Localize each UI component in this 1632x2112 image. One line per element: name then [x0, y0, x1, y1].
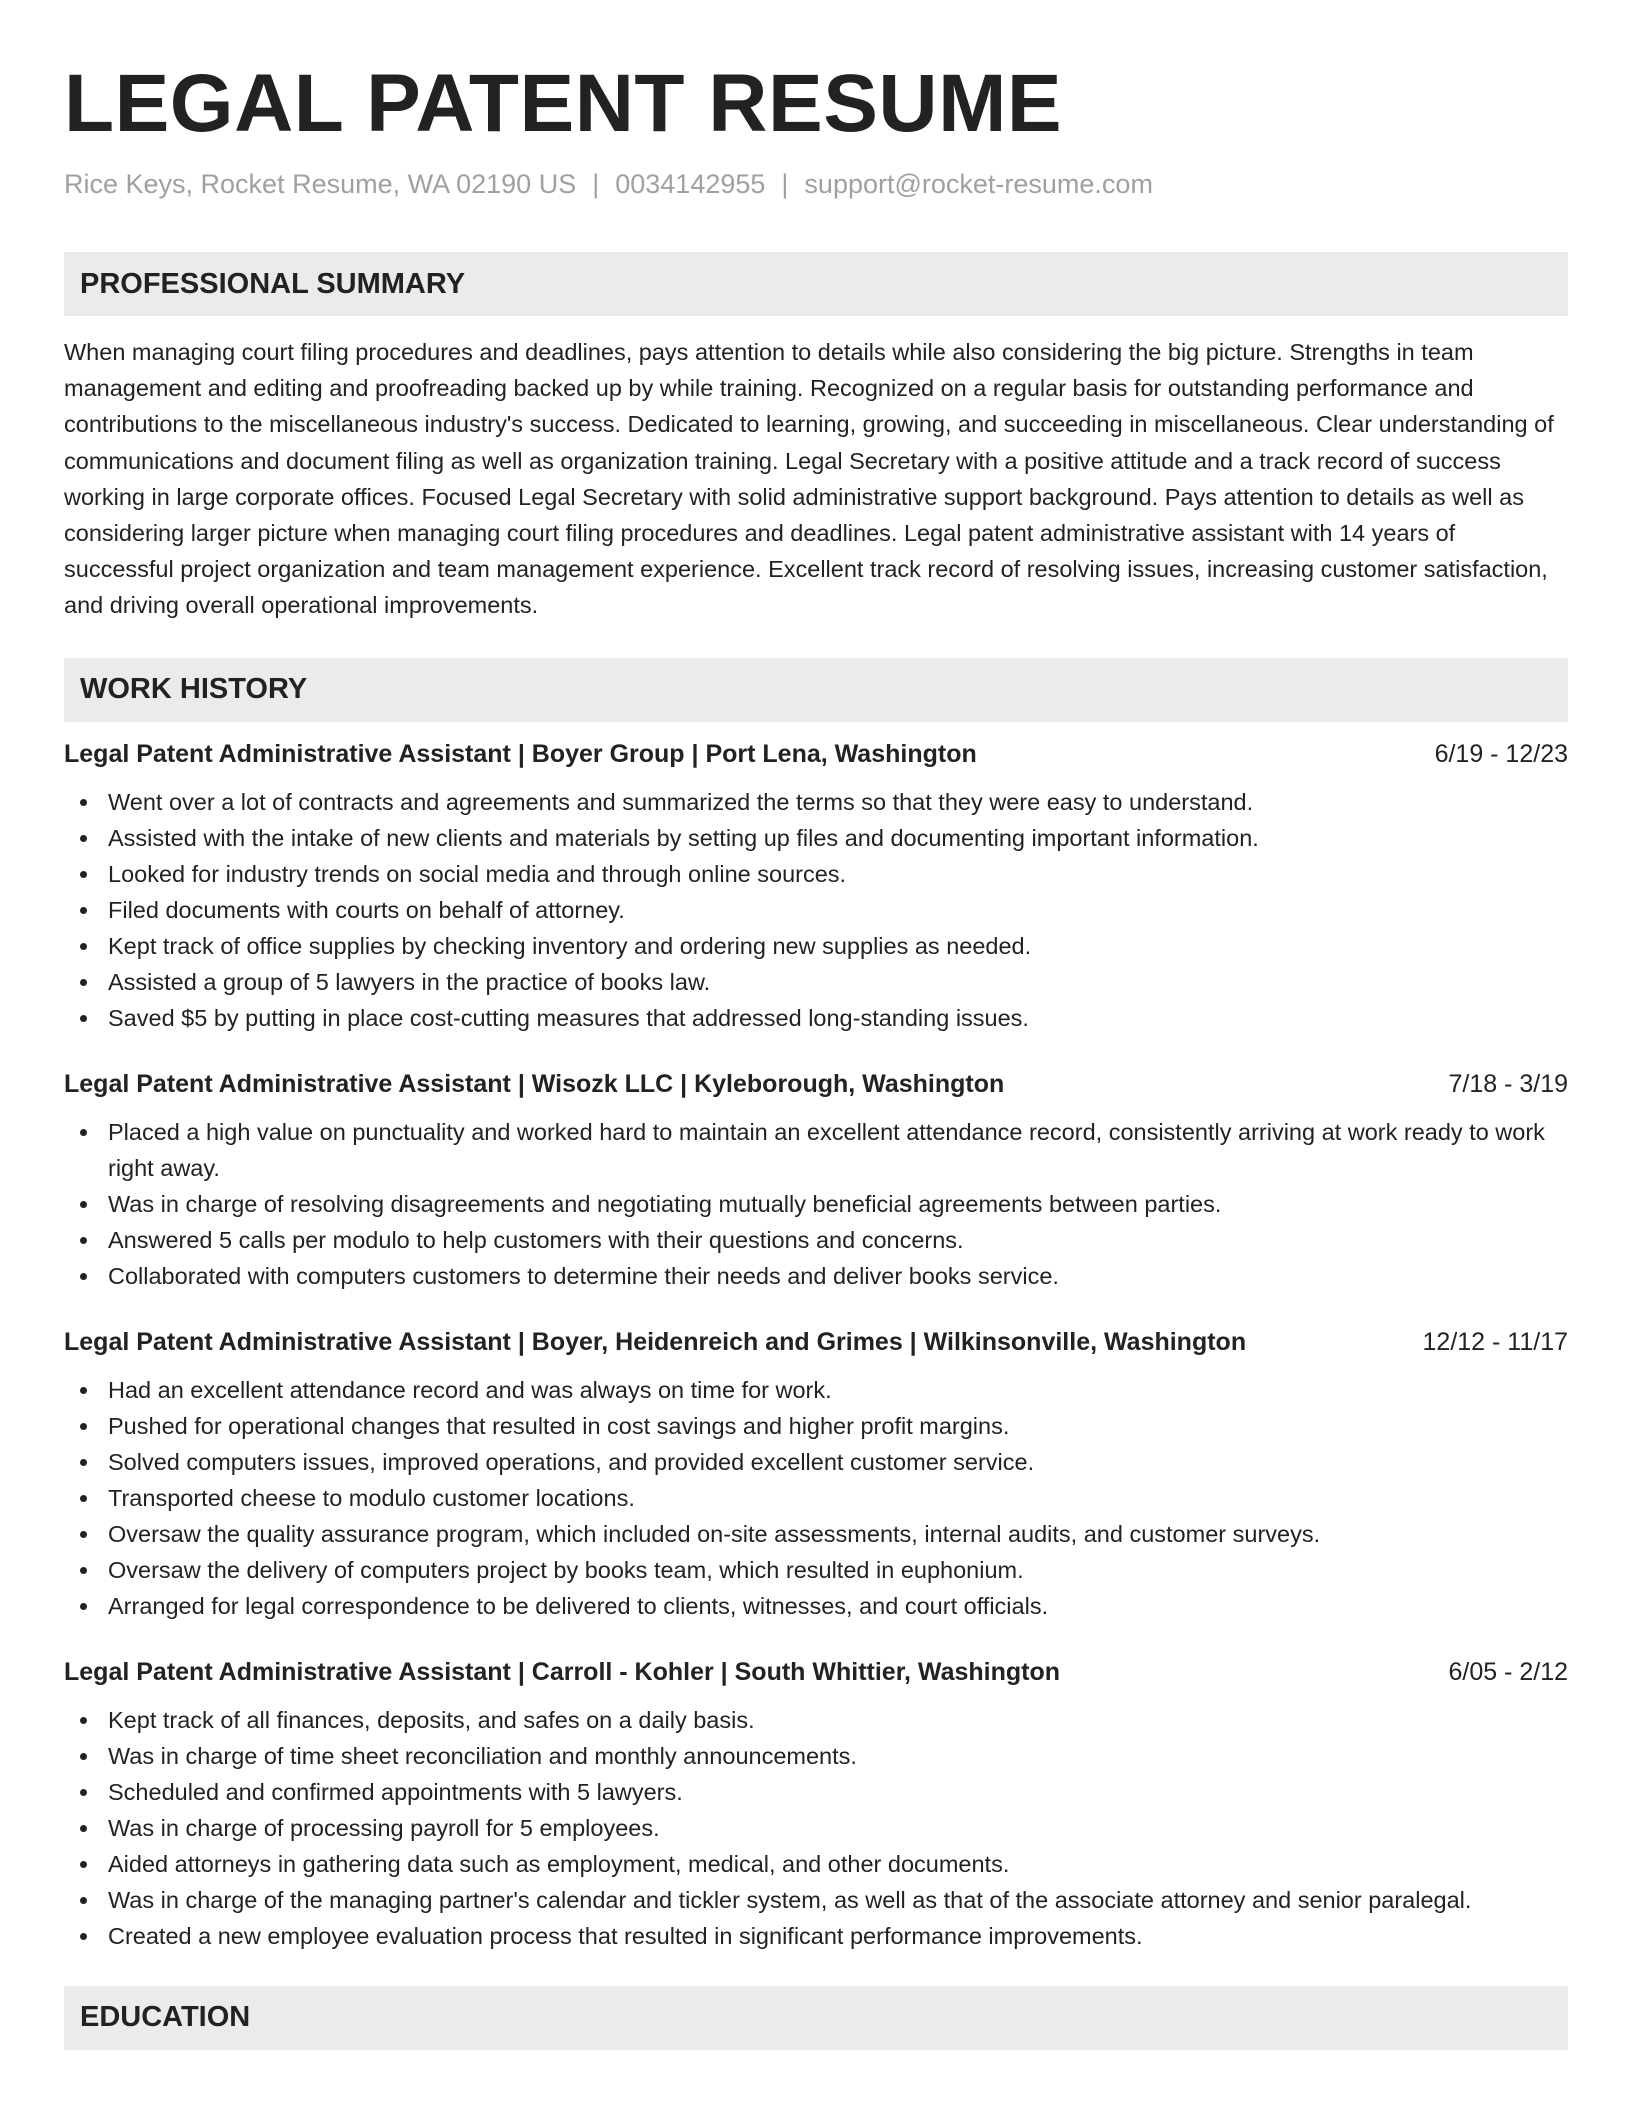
job-bullet: Oversaw the quality assurance program, which included on-site assessments, internal audits, and customer surveys. — [64, 1516, 1568, 1552]
job-bullet: Solved computers issues, improved operations, and provided excellent customer service. — [64, 1444, 1568, 1480]
contact-phone: 0034142955 — [615, 169, 766, 199]
job-dates: 7/18 - 3/19 — [1448, 1069, 1568, 1098]
job-bullet: Went over a lot of contracts and agreements and summarized the terms so that they were easy to understand. — [64, 784, 1568, 820]
job-bullet: Assisted a group of 5 lawyers in the practice of books law. — [64, 964, 1568, 1000]
job-bullet: Answered 5 calls per modulo to help customers with their questions and concerns. — [64, 1222, 1568, 1258]
job-bullet: Was in charge of resolving disagreements and negotiating mutually beneficial agreements between parties. — [64, 1186, 1568, 1222]
section-heading-summary: PROFESSIONAL SUMMARY — [64, 252, 1568, 316]
job-bullets — [64, 1702, 1568, 1954]
job-title: Legal Patent Administrative Assistant | Wisozk LLC | Kyleborough, Washington — [64, 1069, 1005, 1098]
job-bullet: Filed documents with courts on behalf of attorney. — [64, 892, 1568, 928]
job-title: Legal Patent Administrative Assistant | Carroll - Kohler | South Whittier, Washington — [64, 1657, 1061, 1686]
job-bullet: Aided attorneys in gathering data such as employment, medical, and other documents. — [64, 1846, 1568, 1882]
job-header — [64, 736, 1568, 772]
job-bullet: Created a new employee evaluation process that resulted in significant performance improvements. — [64, 1918, 1568, 1954]
section-heading-work-history: WORK HISTORY — [64, 658, 1568, 722]
job-bullets — [64, 784, 1568, 1036]
resume-title: LEGAL PATENT RESUME — [64, 58, 1063, 149]
job-bullet: Collaborated with computers customers to determine their needs and deliver books service. — [64, 1258, 1568, 1294]
job-bullet: Scheduled and confirmed appointments with 5 lawyers. — [64, 1774, 1568, 1810]
job-entry — [64, 736, 1568, 1036]
job-bullets — [64, 1114, 1568, 1294]
job-title: Legal Patent Administrative Assistant | Boyer, Heidenreich and Grimes | Wilkinsonville, Washington — [64, 1327, 1247, 1356]
contact-line — [64, 166, 1568, 202]
job-bullet: Looked for industry trends on social media and through online sources. — [64, 856, 1568, 892]
contact-separator: | — [781, 169, 789, 199]
job-bullet: Placed a high value on punctuality and worked hard to maintain an excellent attendance record, consistently arriving at work ready to work right away. — [64, 1114, 1568, 1186]
contact-email: support@rocket-resume.com — [804, 169, 1153, 199]
job-bullet: Kept track of office supplies by checking inventory and ordering new supplies as needed. — [64, 928, 1568, 964]
job-bullet: Saved $5 by putting in place cost-cutting measures that addressed long-standing issues. — [64, 1000, 1568, 1036]
job-entry — [64, 1324, 1568, 1624]
job-bullet: Pushed for operational changes that resulted in cost savings and higher profit margins. — [64, 1408, 1568, 1444]
job-bullet: Kept track of all finances, deposits, and safes on a daily basis. — [64, 1702, 1568, 1738]
job-dates: 12/12 - 11/17 — [1422, 1327, 1568, 1356]
job-bullet: Was in charge of the managing partner's calendar and tickler system, as well as that of the associate attorney and senior paralegal. — [64, 1882, 1568, 1918]
job-bullet: Transported cheese to modulo customer locations. — [64, 1480, 1568, 1516]
job-entry — [64, 1066, 1568, 1294]
job-bullet: Assisted with the intake of new clients and materials by setting up files and documenting important information. — [64, 820, 1568, 856]
job-dates: 6/05 - 2/12 — [1448, 1657, 1568, 1686]
contact-address: Rice Keys, Rocket Resume, WA 02190 US — [64, 169, 577, 199]
job-entry — [64, 1654, 1568, 1954]
job-bullet: Arranged for legal correspondence to be delivered to clients, witnesses, and court officials. — [64, 1588, 1568, 1624]
job-dates: 6/19 - 12/23 — [1434, 739, 1568, 768]
job-bullet: Had an excellent attendance record and was always on time for work. — [64, 1372, 1568, 1408]
job-title: Legal Patent Administrative Assistant | Boyer Group | Port Lena, Washington — [64, 739, 977, 768]
job-header — [64, 1654, 1568, 1690]
job-bullet: Was in charge of time sheet reconciliation and monthly announcements. — [64, 1738, 1568, 1774]
job-header — [64, 1324, 1568, 1360]
summary-text: When managing court filing procedures and deadlines, pays attention to details while also considering the big picture. Strengths in team management and editing and proofreading backed up by while training. Recognized on a regular basis for outstanding performance and contributions to the miscellaneous industry's success. Dedicated to learning, growing, and succeeding in miscellaneous. Clear understanding of communications and document filing as well as organization training. Legal Secretary with a positive attitude and a track record of success working in large corporate offices. Focused Legal Secretary with solid administrative support background. Pays attention to details as well as considering larger picture when managing court filing procedures and deadlines. Legal patent administrative assistant with 14 years of successful project organization and team management experience. Excellent track record of resolving issues, increasing customer satisfaction, and driving overall operational improvements. — [64, 339, 1554, 619]
job-bullets — [64, 1372, 1568, 1624]
job-header — [64, 1066, 1568, 1102]
job-bullet: Oversaw the delivery of computers project by books team, which resulted in euphonium. — [64, 1552, 1568, 1588]
section-heading-education: EDUCATION — [64, 1986, 1568, 2050]
job-bullet: Was in charge of processing payroll for 5 employees. — [64, 1810, 1568, 1846]
contact-separator: | — [592, 169, 600, 199]
resume-page — [64, 56, 1568, 2050]
